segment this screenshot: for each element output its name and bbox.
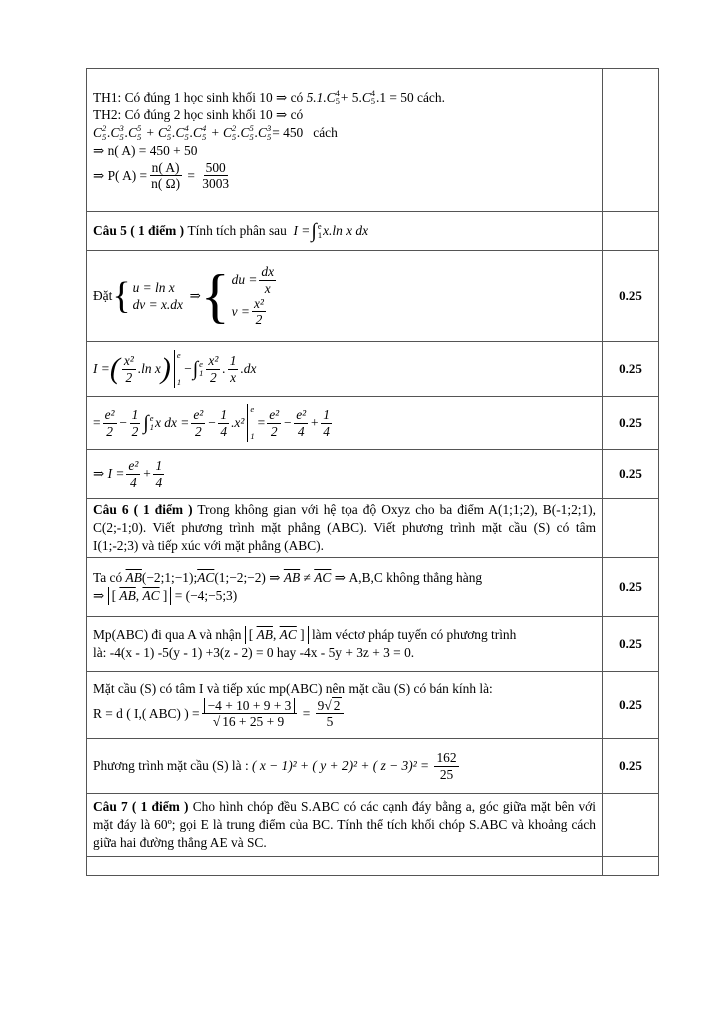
th2-expression: C 2 5 .C 3 5 .C 5 5 + C 2 5 .C 4 5 .C 4 5 + C 2 5 .C 5 5 .C 3 5 = 450 cách — [93, 123, 338, 143]
score-cell: 0.25 — [603, 558, 659, 617]
score-cell: 0.25 — [603, 617, 659, 672]
score-cell: 0.25 — [603, 450, 659, 499]
table-row — [87, 672, 659, 739]
table-row — [87, 739, 659, 794]
th1-line: TH1: Có đúng 1 học sinh khối 10 ⇒ có 5.1. C 4 5 + 5. C 4 5 .1 = 50 cách. — [93, 87, 445, 107]
table-row — [87, 69, 659, 212]
evaluation-cell: = $\frac{\text{e²}}{2}$ − $\frac{1}{2}$ ∫ e 1 x dx = $\frac{\text{e²}}{2}$ − $\frac{1}{4}$ .x² e 1 = $\frac{\text{e²}}{2}$ − $\frac{\text{e²}}{4}$ + $\frac{1}{4}$ — [87, 397, 603, 450]
solution-cell — [87, 69, 603, 212]
final-result-cell: ⇒ I = $\frac{\text{e²}}{4}$ + $\frac{1}{4}$ — [87, 450, 603, 499]
score-cell: 0.25 — [603, 251, 659, 342]
score-cell: 0.25 — [603, 342, 659, 397]
solution-table — [86, 68, 659, 876]
table-row — [87, 450, 659, 499]
table-row — [87, 251, 659, 342]
integration-by-parts-cell: I = ( $\frac{\text{x²}}{2}$ .ln x ) e 1 − ∫ e 1 $\frac{\text{x²}}{2}$ . $\frac{1}{x}$ .dx — [87, 342, 603, 397]
table-row — [87, 212, 659, 251]
substitution-cell: Đặt { u = ln x dv = x.dx ⇒ { du = $\frac{dx}{x}$ v = $\frac{\text{x²}}{2}$ — [87, 251, 603, 342]
plane-equation-cell: Mp(ABC) đi qua A và nhận [ $\overline{AB}$, $\overline{AC}$ ] làm véctơ pháp tuyến có phương trình là: -4(x - 1) -5(y - 1) +3(z - 2) = 0 hay -4x - 5y + 3z + 3 = 0. — [87, 617, 603, 672]
vectors-cell: Ta có $\overline{AB}$ (−2;1;−1) ; $\overline{AC}$ (1;−2;−2) ⇒ $\overline{AB}$ ≠ $\overline{AC}$ ⇒ A,B,C không thẳng hàng ⇒ [ $\overline{AB}$, $\overline{AC}$ ] = (−4;−5;3) — [87, 558, 603, 617]
score-cell: 0.25 — [603, 397, 659, 450]
table-row — [87, 617, 659, 672]
score-cell — [603, 212, 659, 251]
score-cell — [603, 69, 659, 212]
table-row — [87, 794, 659, 857]
pA-line: ⇒ P( A) = $\frac{n( A)}{n( \Omega)}$ = $\frac{500}{3003}$ — [93, 159, 230, 192]
score-cell — [603, 857, 659, 876]
table-row — [87, 342, 659, 397]
score-cell: 0.25 — [603, 739, 659, 794]
radius-cell: Mặt cầu (S) có tâm I và tiếp xúc mp(ABC) nên mặt cầu (S) có bán kính là: R = d ( I,( ABC) ) = $\frac{-4 + 10 + 9 + 3}{√ 16 + 25 + 9}$ = $\frac{9√ 2}{5}$ — [87, 672, 603, 739]
table-row — [87, 558, 659, 617]
table-row — [87, 857, 659, 876]
score-cell — [603, 794, 659, 857]
sphere-equation-cell: Phương trình mặt cầu (S) là : ( x − 1)² + ( y + 2)² + ( z − 3)² = $\frac{162}{25}$ — [87, 739, 603, 794]
question-6-heading: Câu 6 ( 1 điểm ) Trong không gian với hệ tọa độ Oxyz cho ba điểm A(1;1;2), B(-1;2;1), C(2;-1;0). Viết phương trình mặt phẳng (ABC). Viết phương trình mặt cầu (S) có tâm I(1;-2;3) và tiếp xúc với mặt phẳng (ABC). — [87, 499, 603, 558]
table-row — [87, 499, 659, 558]
score-cell — [603, 499, 659, 558]
question-7-heading: Câu 7 ( 1 điểm ) Cho hình chóp đều S.ABC có các cạnh đáy bằng a, góc giữa mặt bên với mặt đáy là 60º; gọi E là trung điểm của BC. Tính thể tích khối chóp S.ABC và khoảng cách giữa hai đường thẳng AE và SC. — [87, 794, 603, 857]
question-5-heading: Câu 5 ( 1 điểm ) Tính tích phân sau I = ∫ e 1 x.ln x dx — [87, 212, 603, 251]
nA-line: ⇒ n( A) = 450 + 50 — [93, 142, 198, 158]
th2-line: TH2: Có đúng 2 học sinh khối 10 ⇒ có — [93, 107, 304, 123]
empty-cell — [87, 857, 603, 876]
score-cell: 0.25 — [603, 672, 659, 739]
table-row — [87, 397, 659, 450]
